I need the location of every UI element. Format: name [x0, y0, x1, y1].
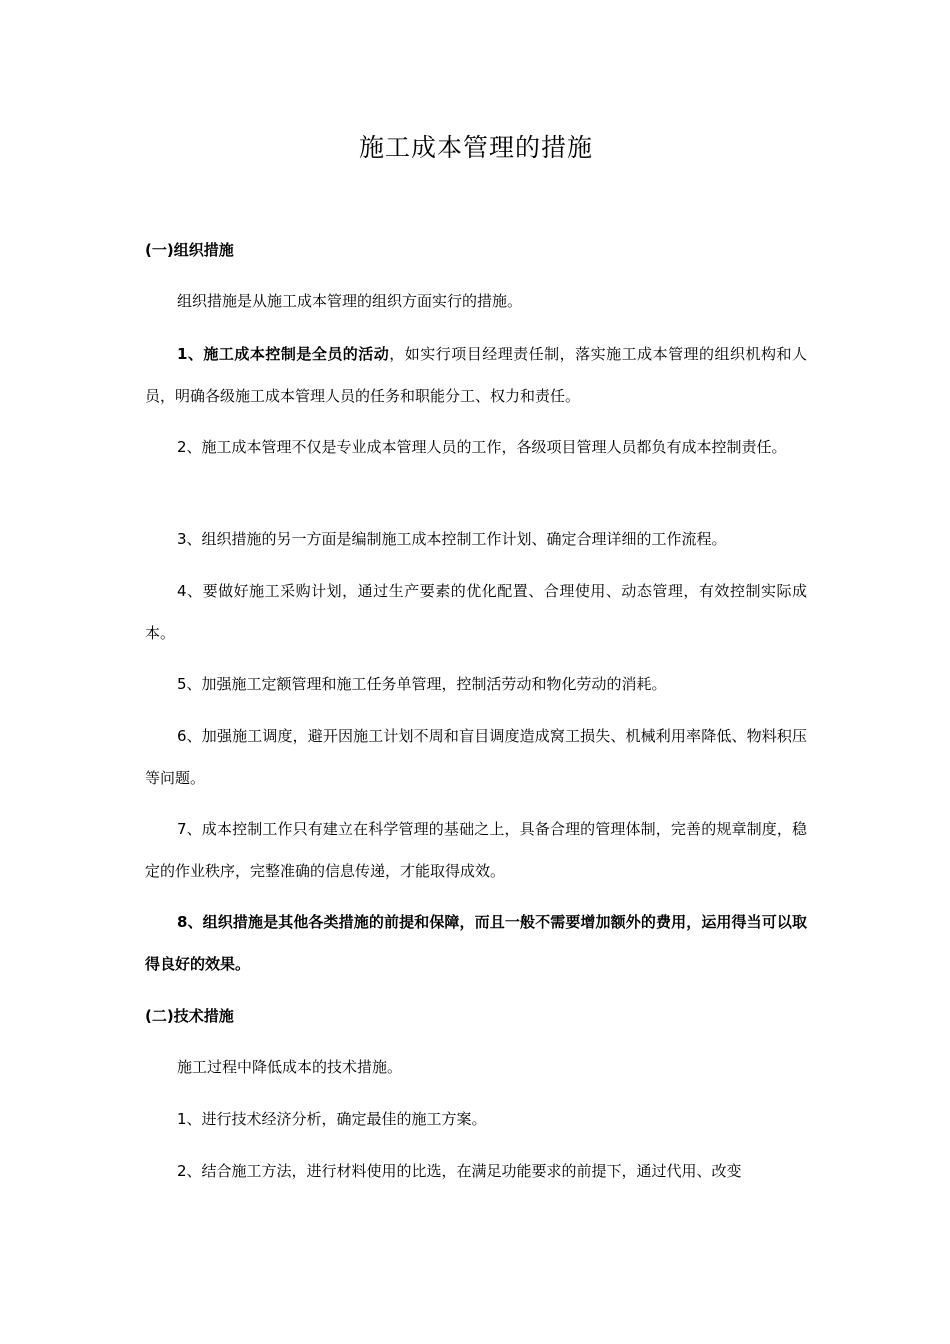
- document-title: 施工成本管理的措施: [358, 133, 593, 162]
- section1-item-3: 3、组织措施的另一方面是编制施工成本控制工作计划、确定合理详细的工作流程。: [177, 530, 727, 548]
- section2-intro: 施工过程中降低成本的技术措施。: [177, 1058, 403, 1076]
- section1-item-1-rest: ，如实行项目经理责任制，落实施工成本管理的组织机构和人员，明确各级施工成本管理人员的任务和职能分工、权力和责任。: [145, 345, 807, 405]
- section1-item-4: 4、要做好施工采购计划，通过生产要素的优化配置、合理使用、动态管理，有效控制实际成本。: [145, 582, 807, 642]
- section1-item-7: 7、成本控制工作只有建立在科学管理的基础之上，具备合理的管理体制，完善的规章制度，稳定的作业秩序，完整准确的信息传递，才能取得成效。: [145, 820, 807, 880]
- section-heading-organization: (一)组织措施: [145, 241, 234, 259]
- section1-item-1: [145, 333, 807, 417]
- section1-item-2: 2、施工成本管理不仅是专业成本管理人员的工作，各级项目管理人员都负有成本控制责任。: [177, 438, 787, 456]
- section1-item-5: 5、加强施工定额管理和施工任务单管理，控制活劳动和物化劳动的消耗。: [177, 675, 667, 693]
- section1-item-8: 8、组织措施是其他各类措施的前提和保障，而且一般不需要增加额外的费用，运用得当可以取得良好的效果。: [145, 913, 807, 973]
- section-heading-technical: (二)技术措施: [145, 1007, 234, 1025]
- section2-item-2: 2、结合施工方法，进行材料使用的比选，在满足功能要求的前提下，通过代用、改变: [177, 1162, 742, 1180]
- section2-item-1: 1、进行技术经济分析，确定最佳的施工方案。: [177, 1110, 487, 1128]
- section1-intro: 组织措施是从施工成本管理的组织方面实行的措施。: [177, 292, 523, 310]
- section1-item-6: 6、加强施工调度，避开因施工计划不周和盲目调度造成窝工损失、机械利用率降低、物料积压等问题。: [145, 727, 807, 787]
- section1-item-1-bold: 1、施工成本控制是全员的活动: [177, 345, 390, 363]
